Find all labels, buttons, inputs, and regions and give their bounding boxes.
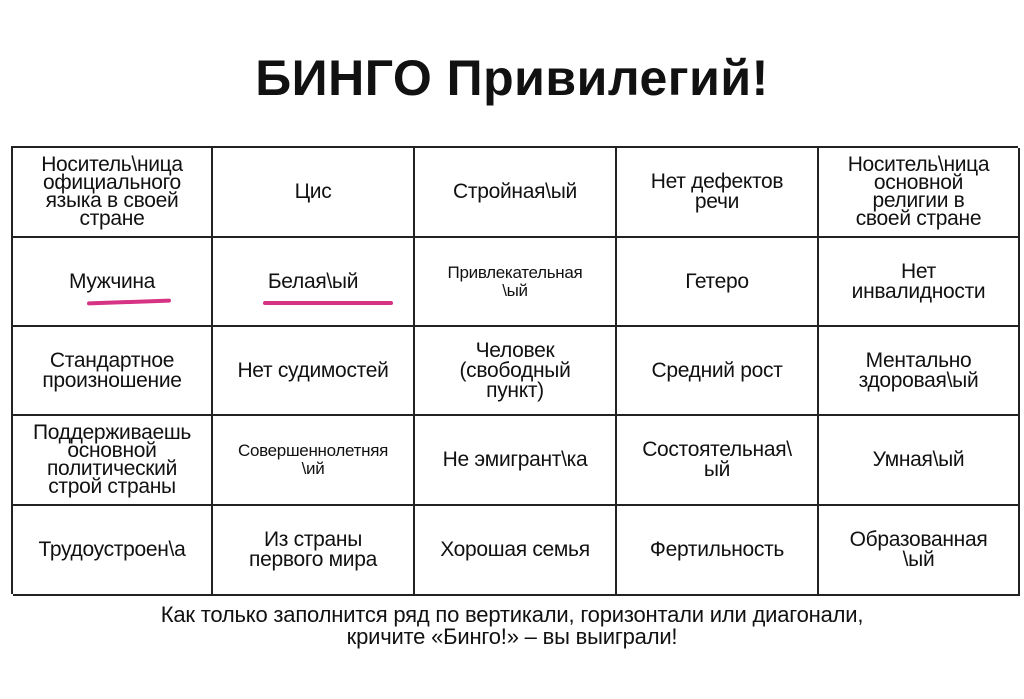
bingo-cell[interactable]: Цис	[213, 148, 415, 238]
bingo-cell-marked[interactable]	[13, 238, 213, 327]
bingo-cell[interactable]: Средний рост	[617, 327, 819, 416]
bingo-cell[interactable]: Хорошая семья	[415, 506, 617, 596]
bingo-cell[interactable]: Ментально здоровая\ый	[819, 327, 1020, 416]
bingo-cell[interactable]: Фертильность	[617, 506, 819, 596]
bingo-cell[interactable]: Совершеннолетняя \ий	[213, 416, 415, 506]
bingo-cell[interactable]: Состоятельная\ ый	[617, 416, 819, 506]
bingo-grid	[11, 146, 1018, 594]
bingo-cell[interactable]: Стандартное произношение	[13, 327, 213, 416]
bingo-cell-label: Мужчина	[68, 269, 156, 293]
bingo-cell-label: Белая\ый	[267, 269, 359, 293]
bingo-cell[interactable]: Нет судимостей	[213, 327, 415, 416]
bingo-cell[interactable]: Носитель\ница основной религии в своей стране	[819, 148, 1020, 238]
bingo-cell[interactable]: Гетеро	[617, 238, 819, 327]
page-title: БИНГО Привилегий!	[255, 50, 769, 106]
marker-underline	[263, 301, 393, 305]
bingo-cell[interactable]: Трудоустроен\а	[13, 506, 213, 596]
bingo-cell[interactable]: Умная\ый	[819, 416, 1020, 506]
bingo-cell[interactable]: Человек (свободный пункт)	[415, 327, 617, 416]
bingo-cell[interactable]: Носитель\ница официального языка в своей стране	[13, 148, 213, 238]
bingo-cell[interactable]: Стройная\ый	[415, 148, 617, 238]
bingo-cell[interactable]: Нет инвалидности	[819, 238, 1020, 327]
bingo-cell[interactable]: Привлекательная \ый	[415, 238, 617, 327]
instructions-text: Как только заполнится ряд по вертикали, горизонтали или диагонали, кричите «Бинго!» – вы выиграли!	[160, 602, 864, 649]
bingo-cell[interactable]: Образованная \ый	[819, 506, 1020, 596]
bingo-cell[interactable]: Из страны первого мира	[213, 506, 415, 596]
marker-underline	[87, 299, 171, 306]
bingo-cell[interactable]: Нет дефектов речи	[617, 148, 819, 238]
bingo-cell[interactable]: Поддерживаешь основной политический строй страны	[13, 416, 213, 506]
bingo-cell[interactable]: Не эмигрант\ка	[415, 416, 617, 506]
bingo-cell-marked[interactable]	[213, 238, 415, 327]
